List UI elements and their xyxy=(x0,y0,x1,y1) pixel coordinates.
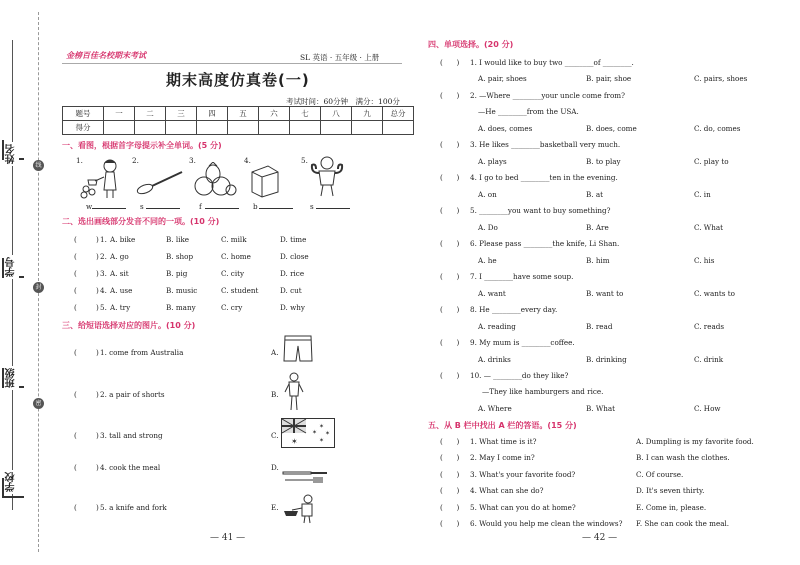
class-label: 班级 xyxy=(6,368,17,388)
score-cell[interactable] xyxy=(383,121,414,135)
answer-paren[interactable]: ( ) xyxy=(440,173,460,182)
phrase-text: 5. a knife and fork xyxy=(100,503,167,512)
option-a: A. on xyxy=(478,190,497,199)
option-a: A. pair, shoes xyxy=(478,74,527,83)
section1-letter: b xyxy=(253,202,258,211)
seal-mark-line: 线 xyxy=(33,160,44,171)
section1-letter: f xyxy=(199,202,202,211)
option-b: B. pig xyxy=(166,269,188,278)
shorts-icon xyxy=(282,334,314,364)
answer-paren[interactable]: ( ) xyxy=(440,486,460,495)
picture-letter: A. xyxy=(271,348,279,357)
option-b: B. want to xyxy=(586,289,624,298)
phrase-text: 4. cook the meal xyxy=(100,463,161,472)
answer-paren-close: ) xyxy=(96,463,99,472)
option-a: A. Do xyxy=(478,223,498,232)
option-b: B. shop xyxy=(166,252,194,261)
option-a: A. try xyxy=(110,303,131,312)
column-b-answer: D. It's seven thirty. xyxy=(636,486,705,495)
answer-paren[interactable]: ( ) xyxy=(440,272,460,281)
option-a: A. go xyxy=(110,252,129,261)
score-header-cell: 八 xyxy=(321,107,352,121)
tall-man-icon xyxy=(282,372,306,412)
column-b-answer: F. She can cook the meal. xyxy=(636,519,730,528)
exam-time-info: 考试时间：60分钟 满分：100分 xyxy=(286,97,400,106)
student-number-label: 学号 xyxy=(6,257,17,277)
seal-mark-secret: 密 xyxy=(33,398,44,409)
spoon-icon xyxy=(136,168,186,196)
option-d: D. rice xyxy=(280,269,305,278)
score-cell[interactable] xyxy=(135,121,166,135)
score-header-cell: 三 xyxy=(166,107,197,121)
score-cell[interactable] xyxy=(104,121,135,135)
question-text: 4. I go to bed ________ten in the evening. xyxy=(470,173,618,182)
option-b: B. music xyxy=(166,286,198,295)
binding-sidebar xyxy=(0,0,40,565)
picture-letter: C. xyxy=(271,431,279,440)
option-c: C. home xyxy=(221,252,251,261)
score-cell[interactable] xyxy=(352,121,383,135)
option-a: A. does, comes xyxy=(478,124,533,133)
option-c: C. pairs, shoes xyxy=(694,74,748,83)
option-b: B. like xyxy=(166,235,190,244)
page-title: 期末高度仿真卷(一) xyxy=(166,71,310,89)
option-a: A. Where xyxy=(478,404,512,413)
australia-flag-icon xyxy=(281,418,335,448)
option-a: A. sit xyxy=(110,269,129,278)
answer-paren-open[interactable]: ( xyxy=(74,235,77,244)
answer-blank[interactable] xyxy=(259,208,293,209)
score-table-score-row xyxy=(63,121,414,135)
question-text: 2. —Where ________your uncle come from? xyxy=(470,91,625,100)
option-c: C. do, comes xyxy=(694,124,741,133)
score-header-cell: 六 xyxy=(259,107,290,121)
answer-paren[interactable]: ( ) xyxy=(440,140,460,149)
header-rule xyxy=(62,63,402,64)
option-c: C. milk xyxy=(221,235,247,244)
option-c: C. play to xyxy=(694,157,729,166)
option-d: D. why xyxy=(280,303,305,312)
question-number: 4. xyxy=(100,286,107,295)
score-header-cell: 二 xyxy=(135,107,166,121)
seal-mark-seal: 封 xyxy=(33,282,44,293)
score-header-cell: 九 xyxy=(352,107,383,121)
section1-letter: s xyxy=(140,202,144,211)
question-number: 2. xyxy=(100,252,107,261)
answer-paren-open[interactable]: ( xyxy=(74,303,77,312)
score-cell[interactable] xyxy=(290,121,321,135)
option-a: A. want xyxy=(478,289,506,298)
option-b: B. What xyxy=(586,404,616,413)
column-a-question: 2. May I come in? xyxy=(470,453,535,462)
question-number: 5. xyxy=(100,303,107,312)
answer-paren-close: ) xyxy=(96,286,99,295)
answer-paren[interactable]: ( ) xyxy=(440,453,460,462)
section4-title: 四、单项选择。(20 分) xyxy=(428,40,514,49)
section1-item-num: 2. xyxy=(132,156,139,165)
answer-paren-open[interactable]: ( xyxy=(74,503,77,512)
question-text: 10. — ________do they like? xyxy=(470,371,569,380)
answer-paren[interactable]: ( ) xyxy=(440,371,460,380)
option-b: B. read xyxy=(586,322,613,331)
score-row-label: 得分 xyxy=(63,121,104,135)
option-a: A. he xyxy=(478,256,497,265)
option-c: C. city xyxy=(221,269,245,278)
svg-text:✶: ✶ xyxy=(319,423,325,430)
section1-item-num: 1. xyxy=(76,156,83,165)
picture-letter: E. xyxy=(271,503,279,512)
column-a-question: 4. What can she do? xyxy=(470,486,544,495)
option-c: C. student xyxy=(221,286,259,295)
cooking-icon xyxy=(282,494,324,524)
answer-paren-close: ) xyxy=(96,503,99,512)
answer-paren-close: ) xyxy=(96,252,99,261)
question-number: 3. xyxy=(100,269,107,278)
column-a-question: 5. What can you do at home? xyxy=(470,503,576,512)
answer-paren[interactable]: ( ) xyxy=(440,206,460,215)
svg-text:✶: ✶ xyxy=(291,437,298,446)
question-text: 7. I ________have some soup. xyxy=(470,272,574,281)
option-b: B. many xyxy=(166,303,196,312)
answer-paren-close: ) xyxy=(96,269,99,278)
column-a-question: 3. What's your favorite food? xyxy=(470,470,576,479)
column-b-answer: A. Dumpling is my favorite food. xyxy=(636,437,754,446)
answer-blank[interactable] xyxy=(316,208,350,209)
score-cell[interactable] xyxy=(321,121,352,135)
phrase-text: 1. come from Australia xyxy=(100,348,184,357)
answer-paren-close: ) xyxy=(96,390,99,399)
score-header-cell: 题号 xyxy=(63,107,104,121)
question-text: 8. He ________every day. xyxy=(470,305,558,314)
exam-series-tag: 金榜百佳名校期末考试 xyxy=(66,51,146,60)
answer-paren-open[interactable]: ( xyxy=(74,463,77,472)
score-table-header-row xyxy=(63,107,414,121)
option-c: C. What xyxy=(694,223,724,232)
section2-title: 二、选出画线部分发音不同的一项。(10 分) xyxy=(62,217,220,226)
answer-paren[interactable]: ( ) xyxy=(440,239,460,248)
option-a: A. use xyxy=(110,286,133,295)
score-header-cell: 一 xyxy=(104,107,135,121)
answer-paren[interactable]: ( ) xyxy=(440,519,460,528)
picture-letter: B. xyxy=(271,390,279,399)
picture-letter: D. xyxy=(271,463,279,472)
option-c: C. cry xyxy=(221,303,243,312)
option-b: B. to play xyxy=(586,157,621,166)
option-b: B. pair, shoe xyxy=(586,74,632,83)
answer-paren-open[interactable]: ( xyxy=(74,252,77,261)
phrase-text: 2. a pair of shorts xyxy=(100,390,165,399)
answer-paren[interactable]: ( ) xyxy=(440,503,460,512)
question-number: 1. xyxy=(100,235,107,244)
question-text: 6. Please pass ________the knife, Li Shan. xyxy=(470,239,620,248)
answer-blank[interactable] xyxy=(146,208,180,209)
score-cell[interactable] xyxy=(228,121,259,135)
page-number-left: — 41 — xyxy=(210,533,246,543)
option-b: B. him xyxy=(586,256,610,265)
score-header-cell: 五 xyxy=(228,107,259,121)
question-text: 1. I would like to buy two ________of ________. xyxy=(470,58,634,67)
option-a: A. bike xyxy=(110,235,136,244)
option-c: C. in xyxy=(694,190,711,199)
answer-paren[interactable]: ( ) xyxy=(440,91,460,100)
option-b: B. at xyxy=(586,190,604,199)
option-a: A. reading xyxy=(478,322,516,331)
score-cell[interactable] xyxy=(166,121,197,135)
score-table xyxy=(62,106,414,135)
strong-man-icon xyxy=(306,155,348,197)
option-b: B. does, come xyxy=(586,124,637,133)
option-a: A. drinks xyxy=(478,355,511,364)
column-b-answer: E. Come in, please. xyxy=(636,503,707,512)
section1-item-num: 3. xyxy=(189,156,196,165)
page-number-right: — 42 — xyxy=(582,533,618,543)
question-text: 9. My mum is ________coffee. xyxy=(470,338,575,347)
option-c: C. reads xyxy=(694,322,725,331)
column-b-answer: C. Of course. xyxy=(636,470,684,479)
option-d: D. cut xyxy=(280,286,302,295)
option-b: B. Are xyxy=(586,223,609,232)
option-c: C. wants to xyxy=(694,289,735,298)
score-cell[interactable] xyxy=(259,121,290,135)
score-header-cell: 四 xyxy=(197,107,228,121)
option-a: A. plays xyxy=(478,157,507,166)
box-icon xyxy=(248,160,282,198)
section3-title: 三、给短语选择对应的图片。(10 分) xyxy=(62,321,196,330)
answer-paren-close: ) xyxy=(96,431,99,440)
svg-text:✶: ✶ xyxy=(325,430,331,437)
school-label: 学校 xyxy=(6,472,17,492)
column-a-question: 6. Would you help me clean the windows? xyxy=(470,519,623,528)
answer-paren[interactable]: ( ) xyxy=(440,338,460,347)
section1-title: 一、看图，根据首字母提示补全单词。(5 分) xyxy=(62,141,222,150)
option-c: C. How xyxy=(694,404,721,413)
phrase-text: 3. tall and strong xyxy=(100,431,163,440)
option-c: C. drink xyxy=(694,355,724,364)
score-header-cell: 七 xyxy=(290,107,321,121)
fruit-icon xyxy=(192,162,238,198)
svg-text:✶: ✶ xyxy=(319,437,325,444)
section1-item-num: 5. xyxy=(301,156,308,165)
question-text-reply: —They like hamburgers and rice. xyxy=(482,387,604,396)
column-a-question: 1. What time is it? xyxy=(470,437,537,446)
option-d: D. time xyxy=(280,235,307,244)
question-text-reply: —He ________from the USA. xyxy=(478,107,579,116)
answer-paren[interactable]: ( ) xyxy=(440,470,460,479)
section5-title: 五、从 B 栏中找出 A 栏的答语。(15 分) xyxy=(428,421,577,430)
answer-paren-close: ) xyxy=(96,303,99,312)
answer-paren[interactable]: ( ) xyxy=(440,305,460,314)
answer-paren-open[interactable]: ( xyxy=(74,269,77,278)
score-header-cell: 总分 xyxy=(383,107,414,121)
course-meta: SL 英语 · 五年级 · 上册 xyxy=(300,53,380,62)
answer-paren-open[interactable]: ( xyxy=(74,348,77,357)
question-text: 5. ________you want to buy something? xyxy=(470,206,611,215)
answer-paren-open[interactable]: ( xyxy=(74,390,77,399)
option-b: B. drinking xyxy=(586,355,627,364)
answer-paren-close: ) xyxy=(96,235,99,244)
answer-paren[interactable]: ( ) xyxy=(440,437,460,446)
answer-blank[interactable] xyxy=(92,208,126,209)
option-d: D. close xyxy=(280,252,309,261)
answer-paren-open[interactable]: ( xyxy=(74,431,77,440)
girl-watering-flowers-icon xyxy=(80,157,128,199)
name-label: 姓名 xyxy=(6,144,17,164)
section1-item-num: 4. xyxy=(244,156,251,165)
knife-and-fork-icon xyxy=(281,468,329,484)
option-c: C. his xyxy=(694,256,715,265)
section1-letter: s xyxy=(310,202,314,211)
question-text: 3. He likes ________basketball very much. xyxy=(470,140,621,149)
answer-blank[interactable] xyxy=(205,208,239,209)
score-cell[interactable] xyxy=(197,121,228,135)
svg-text:✶: ✶ xyxy=(312,429,318,436)
answer-paren[interactable]: ( ) xyxy=(440,58,460,67)
section1-letter: w xyxy=(86,202,93,211)
answer-paren-close: ) xyxy=(96,348,99,357)
column-b-answer: B. I can wash the clothes. xyxy=(636,453,730,462)
answer-paren-open[interactable]: ( xyxy=(74,286,77,295)
